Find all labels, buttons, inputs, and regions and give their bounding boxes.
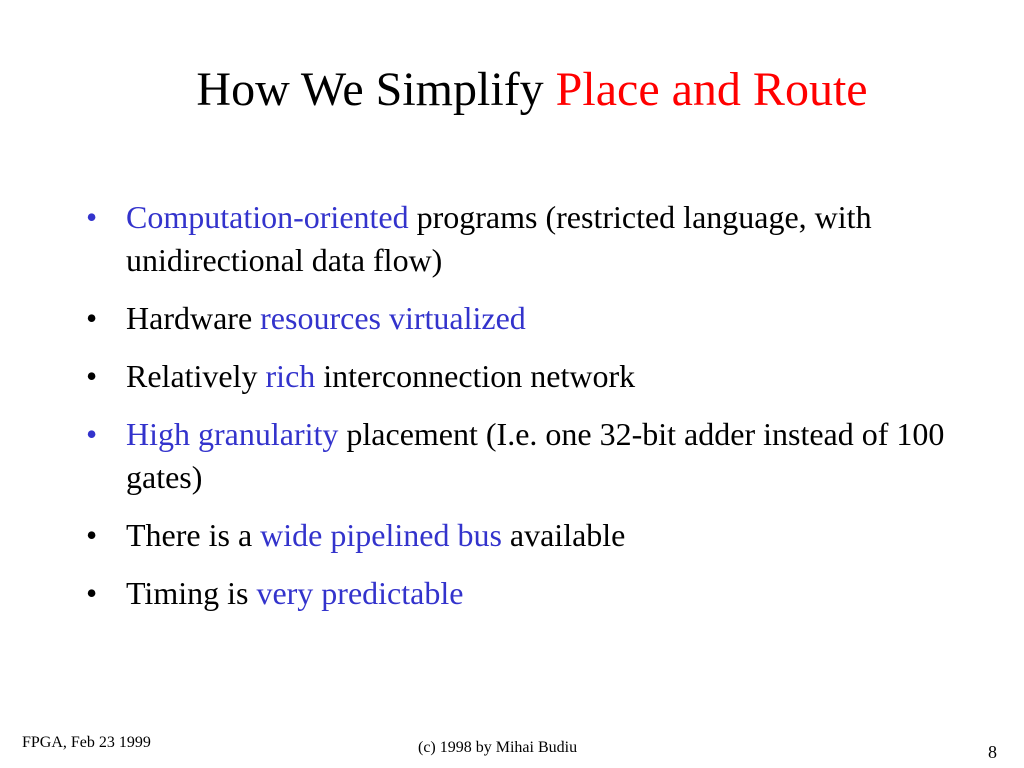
highlighted-term: rich — [265, 358, 316, 394]
bullet-marker: • — [86, 199, 98, 235]
bullet-text-segment: placement (I.e. one 32-bit adder instead of 100 gates) — [126, 416, 945, 495]
bullet-text-segment: There is a — [126, 517, 261, 553]
bullet-text — [126, 517, 625, 553]
bullet-text-segment: interconnection network — [315, 358, 636, 394]
highlighted-term: wide pipelined bus — [260, 517, 502, 553]
bullet-marker: • — [86, 300, 98, 336]
bullet-text-segment: programs (restricted language, with unidirectional data flow) — [126, 199, 872, 278]
highlighted-term: Computation-oriented — [126, 199, 409, 235]
bullet-text — [126, 575, 463, 611]
highlighted-term: High granularity — [126, 416, 339, 452]
bullet-text — [126, 199, 872, 278]
bullet-item — [86, 355, 986, 398]
bullet-item — [86, 196, 986, 282]
bullet-marker: • — [86, 575, 98, 611]
bullet-item — [86, 297, 986, 340]
slide-title-plain: How We Simplify — [196, 63, 556, 116]
bullet-text — [126, 416, 944, 495]
bullet-text-segment: Hardware — [126, 300, 261, 336]
bullet-item — [86, 572, 986, 615]
bullet-text-segment: available — [501, 517, 626, 553]
page-number: 8 — [988, 742, 997, 762]
footer-copyright: (c) 1998 by Mihai Budiu — [418, 739, 578, 756]
bullet-item — [86, 514, 986, 557]
bullet-text — [126, 358, 635, 394]
bullet-text — [126, 300, 526, 336]
bullet-marker: • — [86, 517, 98, 553]
slide-title — [0, 62, 1024, 118]
slide-title-highlight: Place and Route — [555, 63, 868, 116]
bullet-text-segment: Timing is — [126, 575, 257, 611]
footer-date: FPGA, Feb 23 1999 — [22, 734, 151, 751]
bullet-item — [86, 413, 986, 499]
bullet-text-segment: Relatively — [126, 358, 266, 394]
bullet-marker: • — [86, 416, 98, 452]
bullet-marker: • — [86, 358, 98, 394]
bullet-list — [86, 196, 986, 630]
highlighted-term: very predictable — [256, 575, 464, 611]
highlighted-term: resources virtualized — [260, 300, 526, 336]
